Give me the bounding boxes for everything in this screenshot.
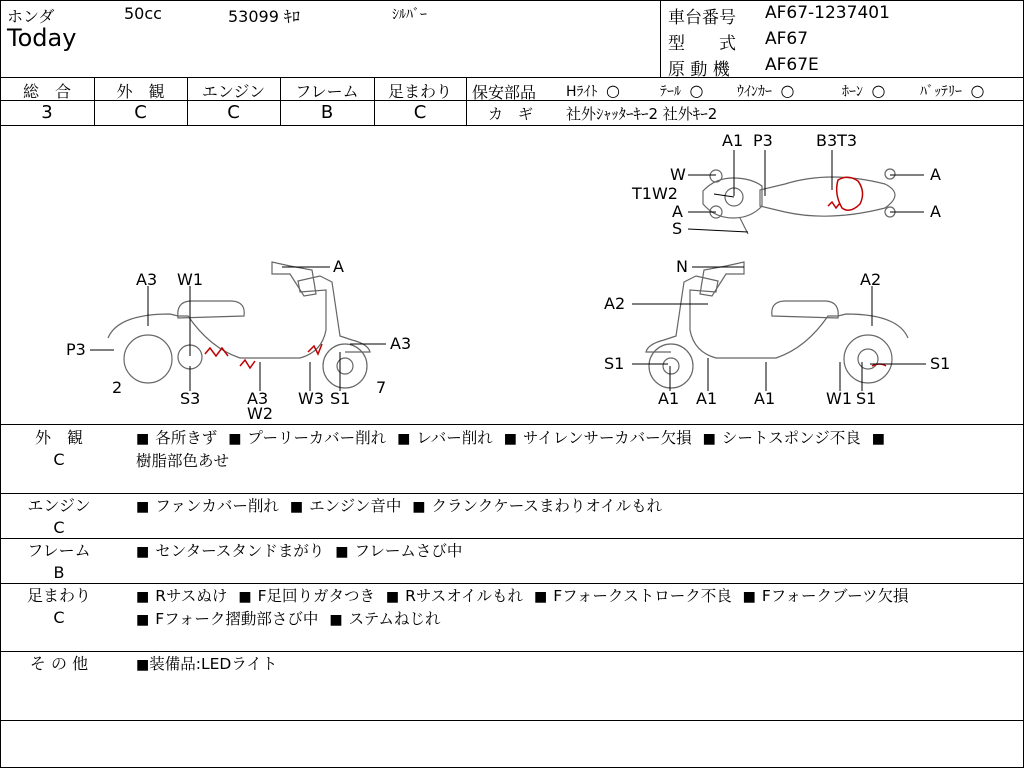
grade-frame-value: B (320, 102, 334, 123)
diagram-label: A1 (722, 131, 744, 150)
section-grade: B (53, 563, 65, 582)
diagram-label: S1 (856, 389, 877, 408)
section-divider-4 (0, 651, 1024, 652)
section-line (136, 540, 1016, 563)
header-divider (0, 77, 1024, 78)
finding-item: ■ シートスポンジ不良 (703, 429, 861, 447)
grade-col-5 (466, 78, 467, 125)
section-suspension-body (136, 585, 1016, 631)
diagram-label: P3 (66, 340, 86, 359)
grade-suspension-label: 足まわり (387, 82, 452, 101)
section-appearance-body (136, 427, 1016, 472)
finding-item: 樹脂部色あせ (136, 452, 230, 470)
finding-item: ■ Fフォーク摺動部さび中 (136, 610, 318, 628)
diagram-label: N (676, 257, 688, 276)
diagram-label: S3 (180, 389, 201, 408)
section-label: そ の 他 (29, 654, 89, 673)
section-line (136, 450, 1016, 472)
finding-text: 装備品:LEDライト (149, 655, 278, 673)
top-view-rear-left (885, 169, 895, 179)
diagram-label: A (672, 202, 683, 221)
section-engine-body (136, 495, 1016, 518)
safety-item-winker (737, 81, 794, 101)
top-view-body (760, 177, 895, 216)
diagram-label: A3 (247, 389, 269, 408)
finding-item: ■ Fフォークブーツ欠損 (743, 587, 909, 605)
diagram-bottom-divider (0, 424, 1024, 425)
finding-item: ■ フレームさび中 (335, 542, 462, 560)
right-view-rear-wheel (844, 335, 892, 383)
section-engine-label (0, 495, 118, 539)
damage-mark (205, 348, 228, 356)
diagram-label: P3 (753, 131, 773, 150)
diagram-label: W1 (177, 270, 203, 289)
diagram-label: 7 (376, 378, 387, 397)
safety-item-mark: ○ (689, 81, 704, 100)
right-view-rear-hub (858, 349, 878, 369)
maker: ホンダ (7, 7, 55, 26)
diagram-label: A1 (696, 389, 718, 408)
diagram-label: A (333, 257, 344, 276)
grade-engine-value: C (227, 102, 240, 123)
left-view-front-hub (337, 358, 353, 374)
section-appearance-label (0, 427, 118, 471)
diagram-label: S (672, 219, 683, 238)
section-label: 外 観 (34, 428, 83, 447)
safety-item-headlight (566, 81, 620, 101)
section-line (136, 495, 1016, 518)
diagram-label: A3 (136, 270, 158, 289)
safety-item-tail (660, 81, 703, 101)
finding-item: ■ クランクケースまわりオイルもれ (412, 497, 662, 515)
diagram-label: A3 (390, 334, 412, 353)
damage-mark (837, 177, 863, 210)
finding-item: ■ 各所きず (136, 429, 217, 447)
section-other-label (0, 653, 118, 675)
safety-item-name: ｳｲﾝｶｰ (737, 84, 772, 100)
diagram-label: A2 (604, 294, 626, 313)
finding-item: ■ エンジン音中 (290, 497, 401, 515)
section-line (136, 608, 1016, 631)
right-view-front-wheel (649, 344, 693, 388)
engine-label: 原 動 機 (668, 60, 730, 80)
frame-no-label: 車台番号 (668, 8, 736, 28)
diagram-label: W (670, 165, 686, 184)
engine-value: AF67E (765, 55, 819, 75)
safety-label: 保安部品 (472, 83, 537, 102)
left-view-front-wheel (323, 344, 367, 388)
diagram-label: A1 (658, 389, 680, 408)
body-color: ｼﾙﾊﾞｰ (392, 7, 427, 23)
safety-item-mark: ○ (970, 81, 985, 100)
finding-item: ■ Rサスオイルもれ (386, 587, 523, 605)
section-grade: C (53, 518, 65, 537)
key-value: 社外ｼｬｯﾀｰｷｰ2 社外ｷｰ2 (566, 105, 718, 123)
type-value: AF67 (765, 29, 809, 49)
safety-item-horn (842, 81, 885, 101)
diagram-label: A2 (860, 270, 882, 289)
damage-mark (240, 360, 255, 368)
model-name: Today (7, 24, 77, 52)
finding-item: ■ レバー削れ (397, 429, 493, 447)
finding-item: ■ センタースタンドまがり (136, 542, 324, 560)
section-divider-2 (0, 538, 1024, 539)
diagram-label: W1 (826, 389, 852, 408)
section-frame-body (136, 540, 1016, 563)
grade-engine-label: エンジン (201, 82, 266, 101)
diagram-label: 2 (112, 378, 123, 397)
finding-item: ■ ファンカバー削れ (136, 497, 279, 515)
grade-frame-label: フレーム (295, 82, 359, 101)
section-grade: C (53, 608, 65, 627)
diagram-label: A (930, 165, 941, 184)
section-grade: C (53, 450, 65, 469)
diagram-label: A1 (754, 389, 776, 408)
section-line (136, 585, 1016, 608)
section-line (136, 653, 1016, 676)
section-frame-label (0, 540, 118, 584)
safety-item-name: ﾃｰﾙ (660, 84, 681, 100)
diagram-label: W3 (298, 389, 324, 408)
key-label: カ ギ (488, 105, 534, 123)
top-view-mirror-left (710, 170, 722, 182)
diagram-label: W2 (247, 404, 273, 423)
finding-item: ■ Fフォークストローク不良 (534, 587, 732, 605)
safety-item-mark: ○ (780, 81, 795, 100)
left-view-rear-wheel (124, 335, 172, 383)
section-line (136, 427, 1016, 450)
safety-item-mark: ○ (605, 81, 620, 100)
section-divider-5 (0, 720, 1024, 721)
section-other-body (136, 653, 1016, 676)
grade-overall-value: 3 (41, 102, 53, 123)
displacement: 50cc (124, 4, 162, 23)
section-divider-1 (0, 493, 1024, 494)
diagram-label: A (930, 202, 941, 221)
finding-item: ■装備品:LEDライト (136, 655, 278, 673)
frame-no-value: AF67-1237401 (765, 3, 890, 23)
section-suspension-label (0, 585, 118, 629)
finding-item (872, 429, 891, 447)
diagram-label: S1 (330, 389, 351, 408)
section-label: 足まわり (26, 586, 91, 605)
grade-appearance-value: C (134, 102, 147, 123)
header-vdivider (660, 0, 661, 78)
right-view-front-hub (663, 358, 679, 374)
safety-item-name: ﾊﾞｯﾃﾘｰ (920, 84, 962, 100)
type-label: 型 式 (668, 34, 736, 54)
finding-item: ■ プーリーカバー削れ (228, 429, 386, 447)
section-divider-3 (0, 583, 1024, 584)
finding-item: ■ Rサスぬけ (136, 587, 227, 605)
safety-item-mark: ○ (871, 81, 886, 100)
damage-mark (828, 202, 840, 208)
section-label: フレーム (27, 541, 91, 560)
finding-item: ■ ステムねじれ (329, 610, 440, 628)
diagram-label: S1 (604, 354, 625, 373)
diagram-label: S1 (930, 354, 951, 373)
safety-item-battery (920, 81, 984, 101)
diagram-label: T1W2 (632, 184, 678, 203)
safety-item-name: ﾎｰﾝ (842, 84, 863, 100)
section-label: エンジン (27, 496, 91, 515)
scooter-damage-diagram (0, 126, 1024, 424)
grade-appearance-label: 外 観 (116, 82, 165, 101)
grade-overall-label: 総 合 (22, 82, 71, 101)
finding-item: ■ F足回りガタつき (238, 587, 375, 605)
diagram-label: B3T3 (816, 131, 858, 150)
grade-suspension-value: C (413, 102, 427, 123)
finding-item: ■ サイレンサーカバー欠損 (504, 429, 692, 447)
mileage: 53099 ｷﾛ (228, 7, 300, 26)
safety-item-name: Hﾗｲﾄ (566, 84, 598, 100)
